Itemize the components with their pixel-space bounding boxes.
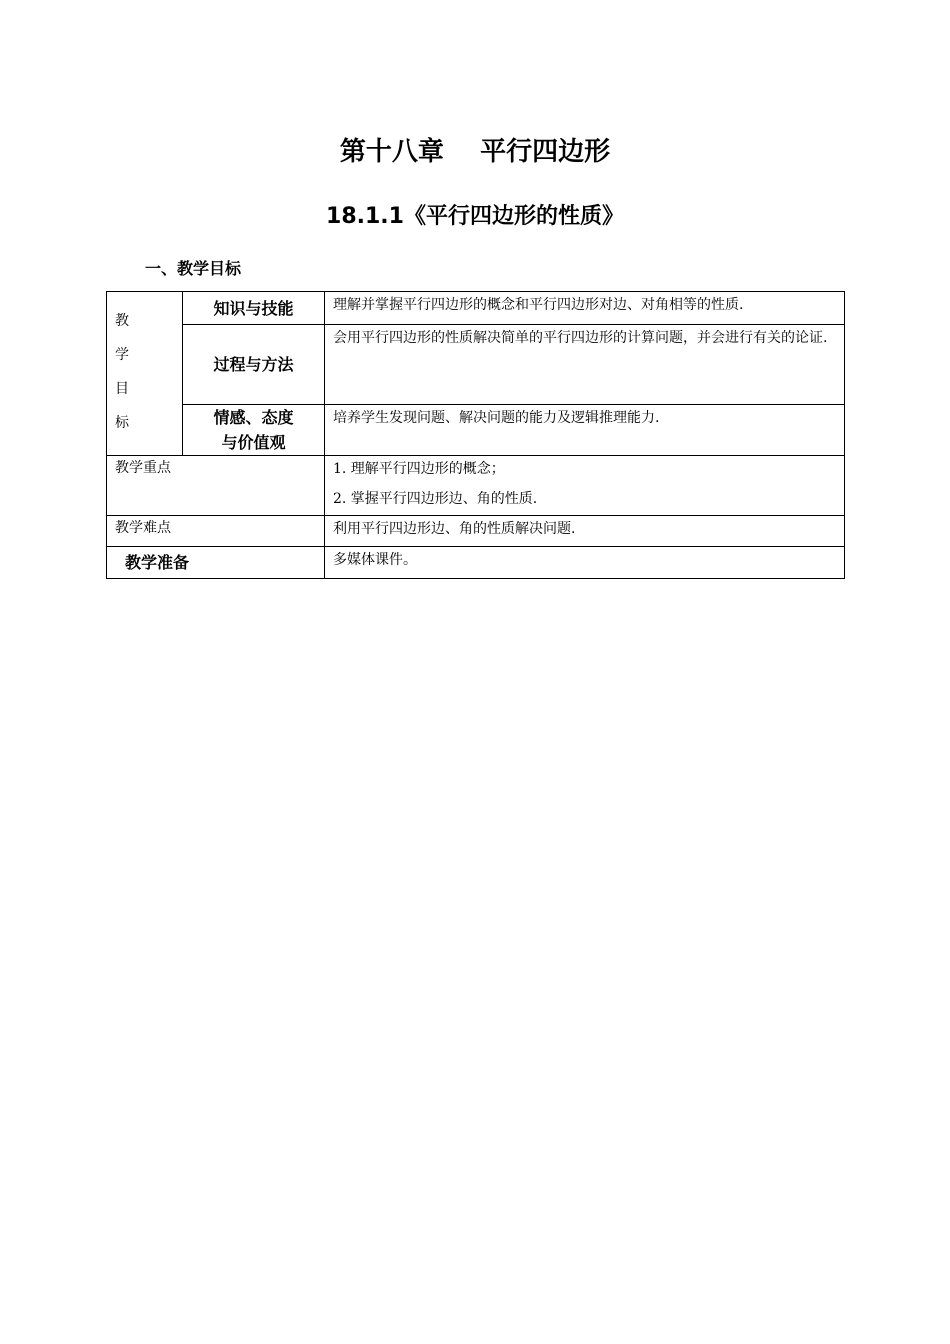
category-process-method: 过程与方法 — [183, 325, 325, 405]
table-row — [107, 405, 845, 456]
vertical-label-char: 目 — [115, 381, 129, 397]
key-point-item: 1. 理解平行四边形的概念； — [333, 461, 505, 477]
vertical-label-char: 标 — [115, 415, 129, 431]
key-points-label: 教学重点 — [107, 456, 325, 516]
table-row — [107, 516, 845, 547]
content-knowledge-skills: 理解并掌握平行四边形的概念和平行四边形对边、对角相等的性质. — [325, 292, 845, 325]
category-line: 与价值观 — [221, 433, 286, 452]
preparation-label: 教学准备 — [107, 547, 325, 579]
category-line: 情感、态度 — [213, 408, 294, 427]
key-point-item: 2. 掌握平行四边形边、角的性质. — [333, 491, 538, 507]
teaching-goals-table — [106, 291, 845, 579]
preparation-content: 多媒体课件。 — [325, 547, 845, 579]
table-row — [107, 547, 845, 579]
difficulties-label: 教学难点 — [107, 516, 325, 547]
table-row — [107, 325, 845, 405]
category-knowledge-skills: 知识与技能 — [183, 292, 325, 325]
vertical-label-char: 学 — [115, 347, 129, 363]
key-points-content — [325, 456, 845, 516]
table-row — [107, 292, 845, 325]
table-row — [107, 456, 845, 516]
vertical-label-char: 教 — [115, 313, 129, 329]
difficulties-content: 利用平行四边形边、角的性质解决问题. — [325, 516, 845, 547]
content-process-method: 会用平行四边形的性质解决简单的平行四边形的计算问题，并会进行有关的论证. — [325, 325, 845, 405]
content-emotion-attitude-values: 培养学生发现问题、解决问题的能力及逻辑推理能力. — [325, 405, 845, 456]
teaching-goals-vertical-label — [107, 292, 183, 456]
lesson-title: 18.1.1《平行四边形的性质》 — [326, 204, 624, 229]
section-heading: 一、教学目标 — [145, 259, 242, 278]
chapter-title: 第十八章 平行四边形 — [339, 137, 611, 167]
category-emotion-attitude-values — [183, 405, 325, 456]
